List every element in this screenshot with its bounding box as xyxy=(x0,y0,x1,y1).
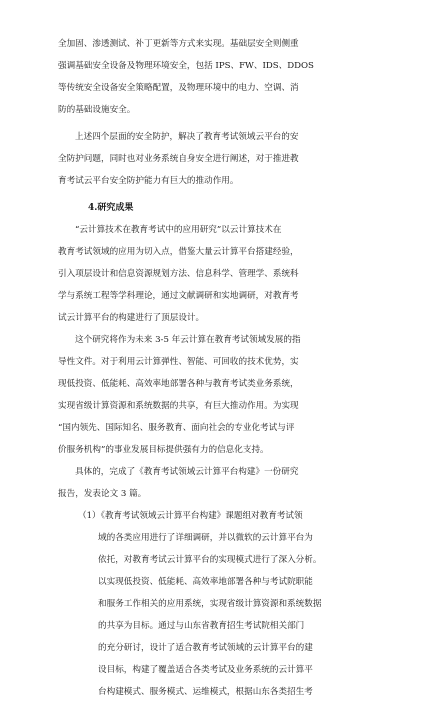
list-item-1 xyxy=(58,505,376,703)
text-line: 全加固、渗透测试、补丁更新等方式来实现。基础层安全则侧重 xyxy=(58,39,299,49)
text-line: 试云计算平台的构建进行了顶层设计。 xyxy=(58,313,205,323)
paragraph-deliverables xyxy=(58,461,376,505)
text-line: 导性文件。对于利用云计算弹性、智能、可回收的技术优势，实 xyxy=(58,357,299,367)
text-line: 教育考试领域的应用为切入点，借鉴大量云计算平台搭建经验， xyxy=(58,247,299,257)
text-line: 和服务工作相关的应用系统，实现省级计算资源和系统数据 xyxy=(98,599,322,609)
text-line: 设目标，构建了覆盖适合各类考试及业务系统的云计算平 xyxy=(98,665,313,675)
text-line: 这个研究将作为未来 3-5 年云计算在教育考试领域发展的指 xyxy=(75,335,301,345)
paragraph-summary xyxy=(58,126,376,192)
text-line: 报告，发表论文 3 篇。 xyxy=(58,489,147,499)
section-research-results xyxy=(58,197,376,703)
text-line: 引入项层设计和信息资源规划方法、信息科学、管理学、系统科 xyxy=(58,269,299,279)
text-line: 的共享为目标。通过与山东省教育招生考试院相关部门 xyxy=(98,621,305,631)
text-line: 育考试云平台安全防护能力有巨大的推动作用。 xyxy=(58,176,239,186)
text-line: 现低投资、低能耗、高效率地部署各种与教育考试类业务系统， xyxy=(58,379,299,389)
text-line: 强调基础安全设备及物理环境安全，包括 IPS、FW、IDS、DDOS xyxy=(58,61,314,71)
text-line: 依托，对教育考试云计算平台的实现模式进行了深入分析。 xyxy=(98,555,322,565)
text-line: 上述四个层面的安全防护，解决了教育考试领域云平台的安 xyxy=(75,132,299,142)
paragraph-research-significance xyxy=(58,329,376,461)
paragraph-research-intro xyxy=(58,219,376,329)
text-line: 防的基础设施安全。 xyxy=(58,105,136,115)
section-heading: 4.研究成果 xyxy=(88,203,134,213)
text-line: 以实现低投资、低能耗、高效率地部署各种与考试院职能 xyxy=(98,577,313,587)
text-line: 学与系统工程等学科理论，通过文献调研和实地调研，对教育考 xyxy=(58,291,299,301)
text-line: 台构建模式、服务模式、运维模式，根据山东各类招生考 xyxy=(98,687,313,697)
text-line: 实现省级计算资源和系统数据的共享，有巨大推动作用。为实现 xyxy=(58,401,299,411)
text-line: 具体的，完成了《教育考试领域云计算平台构建》一份研究 xyxy=(75,467,299,477)
text-line: 全防护问题，同时也对业务系统自身安全进行阐述，对于推进教 xyxy=(58,154,299,164)
paragraph-security-layers xyxy=(58,33,376,121)
list-item-lead: （1）《教育考试领域云计算平台构建》课题组对教育考试领 xyxy=(78,511,303,521)
text-line: 的充分研讨，设计了适合教育考试领域的云计算平台的建 xyxy=(98,643,313,653)
text-line: 等传统安全设备安全策略配置，及物理环境中的电力、空调、消 xyxy=(58,83,299,93)
text-line: 域的各类应用进行了详细调研，并以微软的云计算平台为 xyxy=(98,533,313,543)
text-line: 价服务机构”的事业发展目标提供强有力的信息化支持。 xyxy=(58,445,269,455)
text-line: “国内领先、国际知名、服务教育、面向社会的专业化考试与评 xyxy=(58,423,295,433)
text-line: “云计算技术在教育考试中的应用研究”以云计算技术在 xyxy=(75,225,282,235)
document-body xyxy=(58,33,376,703)
